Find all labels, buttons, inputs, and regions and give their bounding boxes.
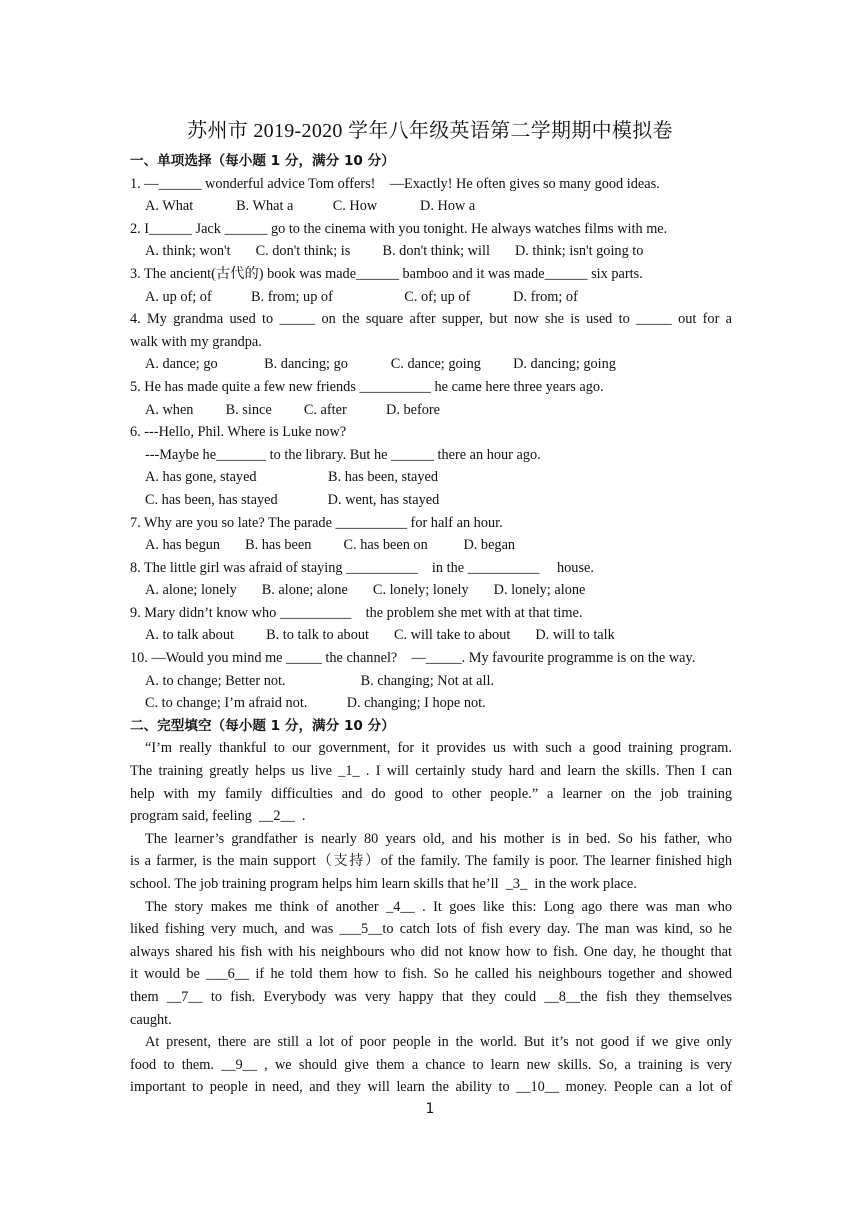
passage-line: it would be ___6__ if he told them how to fish. So he called his neighbours together and showed	[130, 966, 732, 983]
passage-line: 4. My grandma used to _____ on the square after supper, but now she is used to _____ out for a	[130, 311, 732, 328]
section-heading: 一、单项选择（每小题 1 分，满分 10 分）	[130, 153, 395, 169]
question-line: 6. ---Hello, Phil. Where is Luke now?	[130, 424, 347, 441]
answer-options: A. to talk about B. to talk to about C. will take to about D. will to talk	[145, 627, 615, 644]
question-line: program said, feeling __2__ .	[130, 808, 306, 825]
question-line: 10. —Would you mind me _____ the channel? —_____. My favourite programme is on the way.	[130, 650, 696, 667]
passage-line: always shared his fish with his neighbours who did not know how to fish. One day, he thought that	[130, 943, 732, 960]
answer-options: A. up of; of B. from; up of C. of; up of D. from; of	[145, 288, 578, 305]
answer-options: A. has begun B. has been C. has been on D. began	[145, 537, 516, 554]
passage-line: The learner’s grandfather is nearly 80 years old, and his mother is in bed. So his father, who	[145, 830, 732, 847]
answer-options: A. to change; Better not. B. changing; Not at all.	[145, 672, 495, 689]
answer-options: A. What B. What a C. How D. How a	[145, 198, 476, 215]
answer-options: A. alone; lonely B. alone; alone C. lonely; lonely D. lonely; alone	[145, 582, 586, 599]
question-line: school. The job training program helps him learn skills that he’ll _3_ in the work place.	[130, 876, 637, 892]
passage-line: help with my family difficulties and do good to other people.” a learner on the job training	[130, 785, 732, 802]
answer-options: A. think; won't C. don't think; is B. don't think; will D. think; isn't going to	[145, 243, 644, 260]
passage-line: important to people in need, and they will learn the ability to __10__ money. People can a lot of	[130, 1079, 732, 1096]
answer-options: C. to change; I’m afraid not. D. changing; I hope not.	[145, 695, 486, 712]
document-body	[130, 150, 732, 1099]
page-number: 1	[425, 1101, 435, 1117]
answer-options: ---Maybe he_______ to the library. But he ______ there an hour ago.	[145, 446, 541, 463]
question-line: 3. The ancient(古代的) book was made______ bamboo and it was made______ six parts.	[130, 265, 643, 282]
passage-line: food to them. __9__ , we should give them a chance to learn new skills. So, a training is very	[130, 1056, 732, 1073]
page-title: 苏州市 2019-2020 学年八年级英语第二学期期中模拟卷	[187, 120, 673, 142]
passage-line: them __7__ to fish. Everybody was very happy that they could __8__the fish they themselves	[130, 988, 732, 1005]
passage-line: “I’m really thankful to our government, for it provides us with such a good training program.	[145, 740, 732, 757]
passage-line: is a farmer, is the main support（支持）of the family. The family is poor. The learner finished high	[130, 853, 732, 870]
question-line: 5. He has made quite a few new friends __________ he came here three years ago.	[130, 378, 604, 395]
question-line: walk with my grandpa.	[130, 333, 262, 350]
answer-options: C. has been, has stayed D. went, has stayed	[145, 491, 440, 508]
answer-options: A. when B. since C. after D. before	[145, 401, 441, 418]
question-line: caught.	[130, 1011, 172, 1028]
passage-line: The training greatly helps us live _1_ . I will certainly study hard and learn the skills. Then I can	[130, 763, 732, 780]
question-line: 7. Why are you so late? The parade __________ for half an hour.	[130, 514, 503, 531]
question-line: 8. The little girl was afraid of staying __________ in the __________ house.	[130, 559, 594, 576]
passage-line: liked fishing very much, and was ___5__to catch lots of fish every day. The man was kind, so he	[130, 921, 732, 938]
answer-options: A. has gone, stayed B. has been, stayed	[145, 469, 439, 486]
question-line: 9. Mary didn’t know who __________ the problem she met with at that time.	[130, 604, 583, 621]
passage-line: The story makes me think of another _4__ . It goes like this: Long ago there was man who	[145, 898, 732, 915]
answer-options: A. dance; go B. dancing; go C. dance; going D. dancing; going	[145, 356, 616, 373]
question-line: 2. I______ Jack ______ go to the cinema with you tonight. He always watches films with me.	[130, 220, 668, 237]
passage-line: At present, there are still a lot of poor people in the world. But it’s not good if we give only	[145, 1034, 732, 1051]
section-heading: 二、完型填空（每小题 1 分，满分 10 分）	[130, 717, 395, 734]
question-line: 1. —______ wonderful advice Tom offers! —Exactly! He often gives so many good ideas.	[130, 175, 660, 192]
